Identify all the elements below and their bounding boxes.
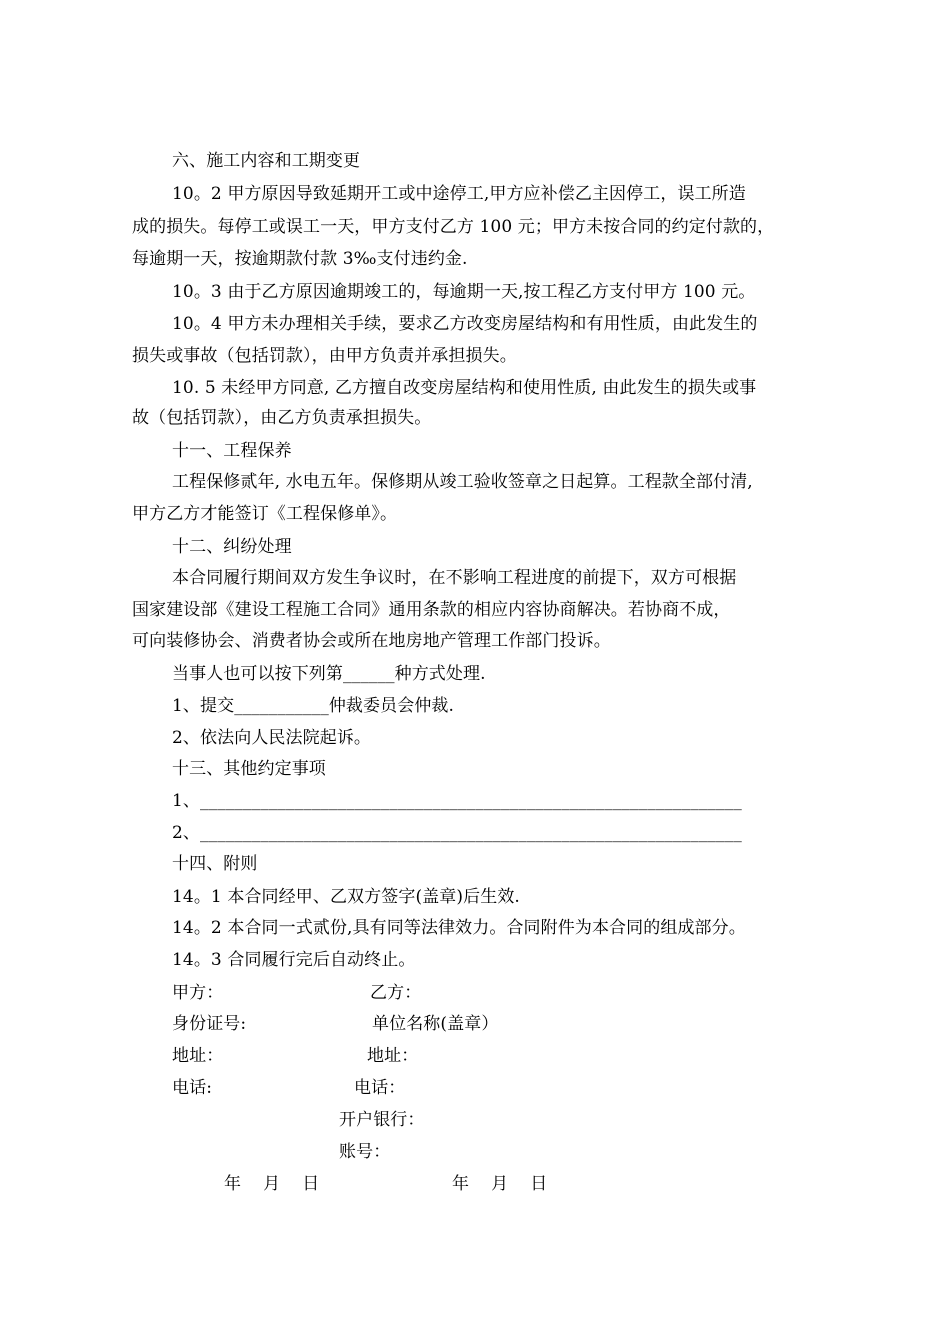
- address-b-label: 地址：: [367, 1046, 419, 1066]
- date-party-b: 年 月 日: [452, 1174, 548, 1194]
- clause-10-4-line-1: 10。4 甲方未办理相关手续，要求乙方改变房屋结构和有用性质，由此发生的: [172, 314, 758, 334]
- clause-10-2-line-2: 成的损失。每停工或误工一天，甲方支付乙方 100 元；甲方未按合同的约定付款的，: [132, 217, 775, 237]
- clause-10-4-line-2: 损失或事故（包括罚款），由甲方负责并承担损失。: [132, 346, 517, 366]
- party-a-label: 甲方：: [172, 983, 224, 1003]
- section-12-heading: 十二、纠纷处理: [172, 537, 292, 557]
- section-14-heading: 十四、附则: [172, 854, 258, 874]
- clause-14-2: 14。2 本合同一式贰份,具有同等法律效力。合同附件为本合同的组成部分。: [172, 918, 746, 938]
- party-b-label: 乙方：: [370, 983, 422, 1003]
- clause-14-3: 14。3 合同履行完后自动终止。: [172, 950, 416, 970]
- other-item-1: 1、_______________________________________________________________: [172, 791, 742, 811]
- clause-14-1: 14。1 本合同经甲、乙双方签字(盖章)后生效.: [172, 887, 520, 907]
- date-party-a: 年 月 日: [224, 1174, 320, 1194]
- phone-b-label: 电话：: [354, 1078, 406, 1098]
- section-13-heading: 十三、其他约定事项: [172, 759, 326, 779]
- warranty-line-2: 甲方乙方才能签订《工程保修单》。: [132, 504, 398, 524]
- bank-label: 开户银行：: [339, 1110, 425, 1130]
- dispute-line-2: 国家建设部《建设工程施工合同》通用条款的相应内容协商解决。若协商不成，: [132, 600, 731, 620]
- unit-name-label: 单位名称(盖章）: [372, 1014, 499, 1034]
- clause-10-2-line-3: 每逾期一天，按逾期款付款 3‰支付违约金.: [132, 249, 468, 269]
- litigation-option: 2、依法向人民法院起诉。: [172, 728, 372, 748]
- clause-10-3: 10。3 由于乙方原因逾期竣工的，每逾期一天,按工程乙方支付甲方 100 元。: [172, 282, 756, 302]
- warranty-line-1: 工程保修贰年, 水电五年。保修期从竣工验收签章之日起算。工程款全部付清,: [172, 472, 753, 492]
- dispute-line-1: 本合同履行期间双方发生争议时，在不影响工程进度的前提下，双方可根据: [172, 568, 737, 588]
- id-number-label: 身份证号:: [172, 1014, 247, 1034]
- phone-a-label: 电话:: [172, 1078, 213, 1098]
- clause-10-5-line-2: 故（包括罚款），由乙方负责承担损失。: [132, 408, 432, 428]
- clause-10-5-line-1: 10. 5 未经甲方同意, 乙方擅自改变房屋结构和使用性质, 由此发生的损失或事: [172, 378, 757, 398]
- section-11-heading: 十一、工程保养: [172, 441, 292, 461]
- alternative-method: 当事人也可以按下列第______种方式处理.: [172, 664, 486, 684]
- dispute-line-3: 可向装修协会、消费者协会或所在地房地产管理工作部门投诉。: [132, 631, 611, 651]
- other-item-2: 2、_______________________________________________________________: [172, 823, 742, 843]
- address-a-label: 地址：: [172, 1046, 224, 1066]
- clause-10-2-line-1: 10。2 甲方原因导致延期开工或中途停工,甲方应补偿乙主因停工，误工所造: [172, 184, 746, 204]
- arbitration-option: 1、提交___________仲裁委员会仲裁.: [172, 696, 455, 716]
- account-label: 账号：: [339, 1142, 391, 1162]
- section-6-heading: 六、施工内容和工期变更: [172, 151, 361, 171]
